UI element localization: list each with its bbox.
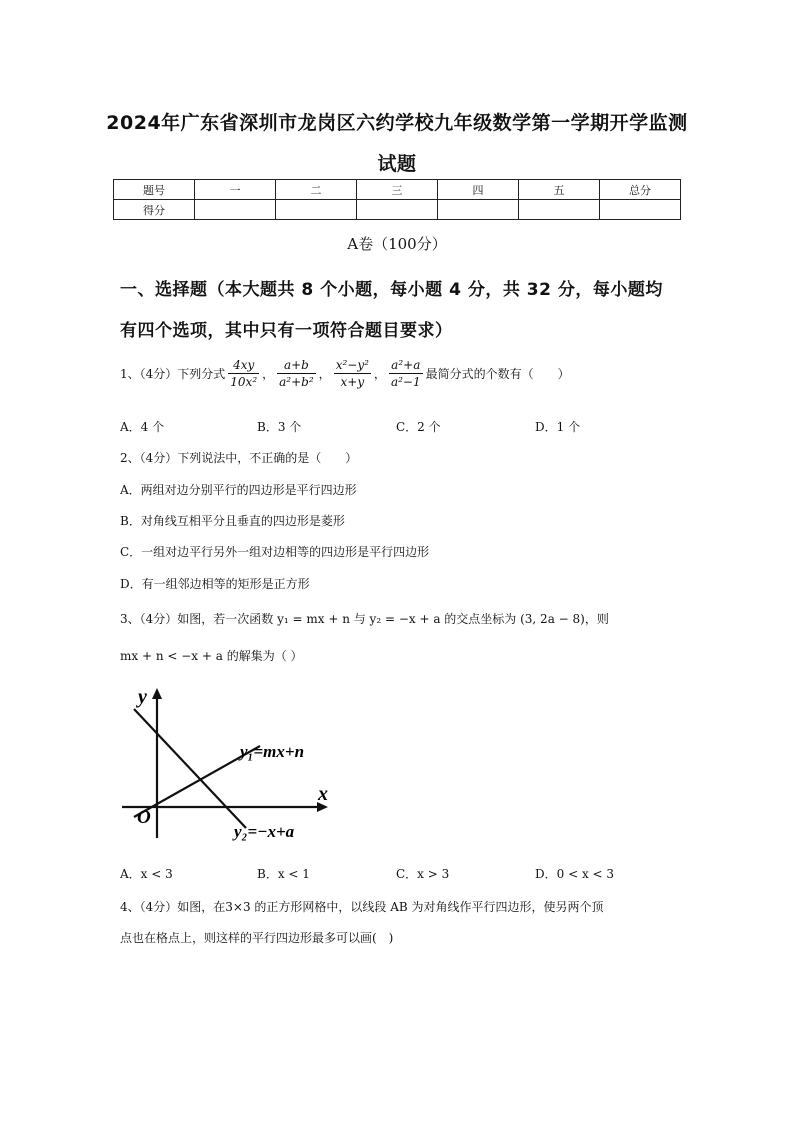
score-cell xyxy=(519,200,600,220)
question-4: 4、（4分）如图，在3×3 的正方形网格中，以线段 AB 为对角线作平行四边形，使另两个顶 xyxy=(120,900,604,914)
origin-label: O xyxy=(137,807,151,828)
fraction-numerator: 4xy xyxy=(228,358,259,374)
score-table-header-row xyxy=(114,180,681,200)
question-3: 3、（4分）如图，若一次函数 y₁ = mx + n 与 y₂ = −x + a 的交点坐标为 (3, 2a − 8)，则 xyxy=(120,612,609,626)
fraction-numerator: a+b xyxy=(277,358,316,374)
q3-option-b[interactable]: B．x < 1 xyxy=(257,867,310,881)
q1-option-d[interactable]: D．1 个 xyxy=(535,420,581,434)
q2-option-a[interactable]: A．两组对边分别平行的四边形是平行四边形 xyxy=(120,483,357,497)
table-cell: 题号 xyxy=(114,180,195,200)
table-cell: 四 xyxy=(438,180,519,200)
table-cell: 五 xyxy=(519,180,600,200)
page-title: 2024年广东省深圳市龙岗区六约学校九年级数学第一学期开学监测 xyxy=(106,112,688,134)
fraction-denominator: x+y xyxy=(340,375,365,389)
q3-option-c[interactable]: C．x > 3 xyxy=(396,867,450,881)
x-axis-label: x xyxy=(318,783,328,805)
table-cell: 得分 xyxy=(114,200,195,220)
section-heading: 一、选择题（本大题共 8 个小题，每小题 4 分，共 32 分，每小题均 xyxy=(120,280,663,300)
fraction-numerator: x²−y² xyxy=(335,358,369,372)
score-table xyxy=(113,179,681,220)
q1-option-c[interactable]: C．2 个 xyxy=(396,420,441,434)
line-y2 xyxy=(134,709,246,828)
question-1: 1、（4分）下列分式 $\frac{4xy}{\text{10x²}}$ ， $\frac{a+b}{\text{a²+b²}}$ ， $\frac{\text{x²−y²}}{x+y}$ ， $\frac{\text{a²+a}}{\text{a²−1}}$ 最简分式的个数有（ ） xyxy=(120,358,570,389)
page-title-line2: 试题 xyxy=(377,153,417,175)
function-graph xyxy=(120,680,340,850)
score-table-score-row xyxy=(114,200,681,220)
q2-option-b[interactable]: B．对角线互相平分且垂直的四边形是菱形 xyxy=(120,514,345,528)
table-cell: 一 xyxy=(195,180,276,200)
score-cell xyxy=(276,200,357,220)
fraction-denominator: a²+b² xyxy=(279,375,314,389)
line-y1-label: y₁=mx+n xyxy=(240,742,305,761)
q2-option-c[interactable]: C．一组对边平行另外一组对边相等的四边形是平行四边形 xyxy=(120,545,430,559)
y-axis-label: y xyxy=(138,686,147,708)
fraction-denominator: a²−1 xyxy=(390,375,421,389)
question-3-line2: mx + n < −x + a 的解集为（ ） xyxy=(120,649,303,663)
question-1-suffix: 最简分式的个数有（ ） xyxy=(425,367,570,381)
y-axis-arrow xyxy=(152,688,162,699)
score-cell xyxy=(357,200,438,220)
score-cell xyxy=(600,200,681,220)
fraction-denominator: 10x² xyxy=(230,375,258,389)
q1-option-b[interactable]: B．3 个 xyxy=(257,420,302,434)
question-1-prefix: 1、（4分）下列分式 xyxy=(120,367,226,381)
q1-option-a[interactable]: A．4 个 xyxy=(120,420,165,434)
fraction-4 xyxy=(389,358,423,389)
score-cell xyxy=(438,200,519,220)
table-cell: 总分 xyxy=(600,180,681,200)
score-cell xyxy=(195,200,276,220)
q3-option-d[interactable]: D．0 < x < 3 xyxy=(535,867,615,881)
fraction-numerator: a²+a xyxy=(389,358,423,374)
fraction-3 xyxy=(334,358,371,389)
volume-title: A卷（100分） xyxy=(347,235,447,253)
fraction-2 xyxy=(277,358,316,389)
table-cell: 二 xyxy=(276,180,357,200)
fraction-1 xyxy=(228,358,259,389)
q3-option-a[interactable]: A．x < 3 xyxy=(120,867,173,881)
table-cell: 三 xyxy=(357,180,438,200)
question-4-line2: 点也在格点上，则这样的平行四边形最多可以画( ) xyxy=(120,931,394,945)
line-y2-label: y₂=−x+a xyxy=(234,822,295,841)
section-heading-line2: 有四个选项，其中只有一项符合题目要求） xyxy=(120,321,453,341)
q2-option-d[interactable]: D．有一组邻边相等的矩形是正方形 xyxy=(120,577,310,591)
question-2: 2、（4分）下列说法中，不正确的是（ ） xyxy=(120,451,358,465)
